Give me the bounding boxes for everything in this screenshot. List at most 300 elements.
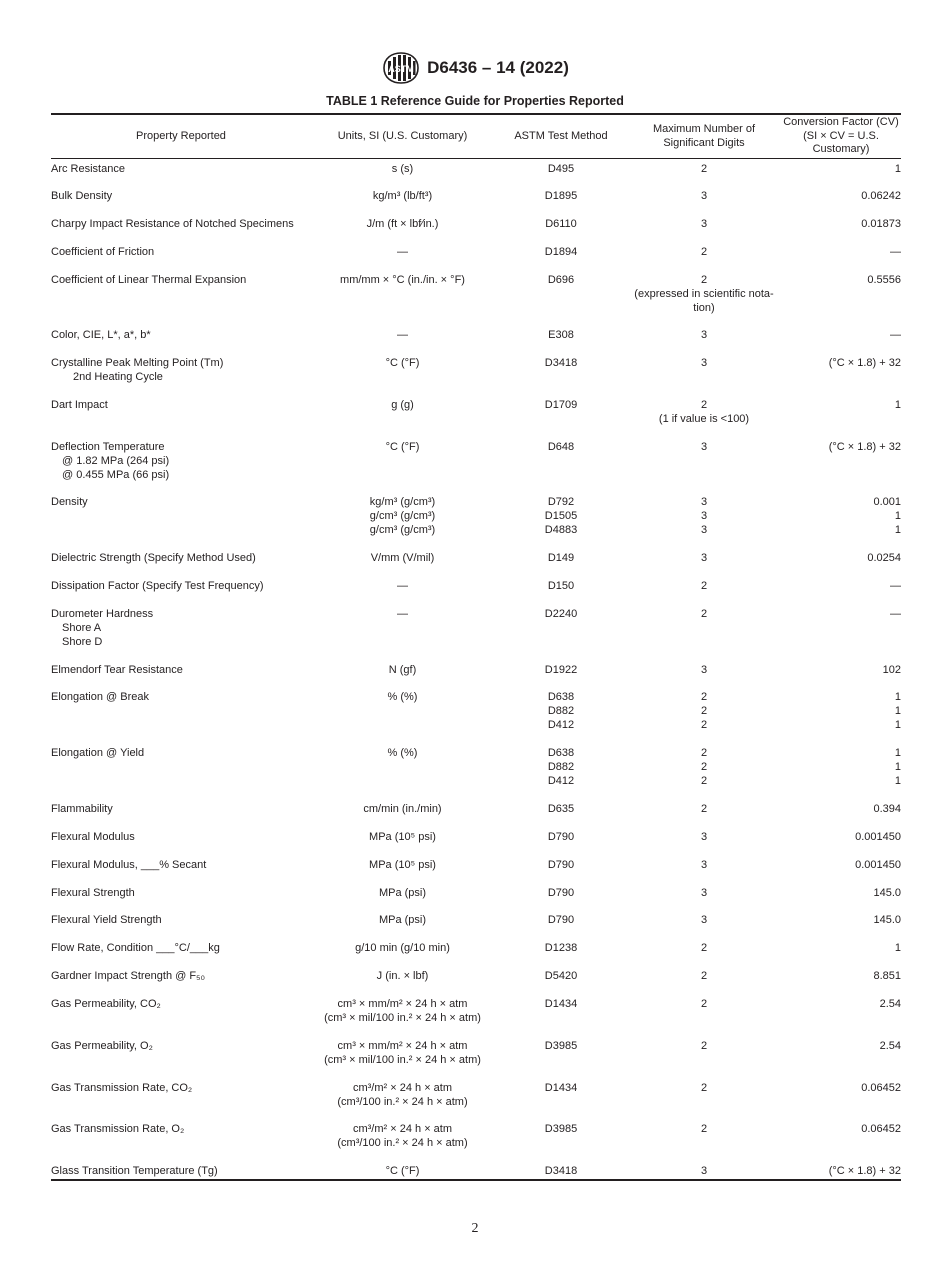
property-cell [51,217,331,231]
significant-digits-cell [624,913,784,927]
cell-line: 1 [894,510,901,522]
cell-line: cm³/m² × 24 h × atm [352,1082,453,1094]
test-method-cell [511,440,611,454]
significant-digits-cell [624,217,784,231]
column-header-test-method: ASTM Test Method [514,129,608,142]
units-cell [305,830,500,844]
significant-digits-cell [624,746,784,788]
cell-line: 2 [700,998,708,1010]
cell-line: D1895 [544,190,578,202]
cell-line: 2 [700,942,708,954]
property-cell [51,830,331,844]
test-method-cell [511,1122,611,1136]
cell-line: D3418 [544,357,578,369]
cell-line: @ 1.82 MPa (264 psi) [62,455,170,467]
cell-line: 2 [700,719,708,731]
units-cell [305,356,500,370]
significant-digits-cell [624,1039,784,1053]
test-method-cell [511,663,611,677]
significant-digits-cell [624,273,784,315]
test-method-cell [511,941,611,955]
cell-line: 2nd Heating Cycle [73,371,163,383]
cell-line: D638 [547,691,575,703]
cell-line: 3 [700,524,708,536]
units-cell [305,886,500,900]
test-method-cell [511,830,611,844]
cell-line: Gas Transmission Rate, O₂ [51,1123,185,1135]
test-method-cell [511,997,611,1011]
cell-line: 0.06452 [861,1123,901,1135]
cell-line: D495 [547,163,575,175]
cell-line: cm³/m² × 24 h × atm [352,1123,453,1135]
cell-line: Charpy Impact Resistance of Notched Specimens [51,218,294,230]
cell-line: — [890,608,901,620]
cell-line: mm/mm × °C (in./in. × °F) [340,274,465,286]
conversion-factor-cell [781,746,901,788]
test-method-cell [511,551,611,565]
conversion-factor-cell [781,551,901,565]
conversion-factor-cell [781,886,901,900]
significant-digits-cell [624,189,784,203]
cell-line: Arc Resistance [51,163,125,175]
cell-line: (1 if value is <100) [658,413,750,425]
cell-line: 0.01873 [861,218,901,230]
conversion-factor-cell [781,1122,901,1136]
cell-line: Elmendorf Tear Resistance [51,664,183,676]
cell-line: J (in. × lbf) [376,970,429,982]
property-cell [51,162,331,176]
cell-line: 2 [700,274,708,286]
cell-line: 2 [700,775,708,787]
property-cell [51,189,331,203]
cell-line: kg/m³ (lb/ft³) [372,190,433,202]
cell-line: Flexural Strength [51,887,135,899]
units-cell [305,328,500,342]
conversion-factor-cell [781,941,901,955]
cell-line: MPa (10⁵ psi) [369,831,436,843]
significant-digits-cell [624,607,784,621]
conversion-factor-cell [781,858,901,872]
units-cell [305,690,500,704]
cell-line: 2 [700,1082,708,1094]
cell-line: D5420 [544,970,578,982]
conversion-factor-cell [781,579,901,593]
cell-line: 3 [700,510,708,522]
cell-line: kg/m³ (g/cm³) [369,496,436,508]
cell-line: 0.001 [873,496,901,508]
significant-digits-cell [624,495,784,537]
document-id: D6436 – 14 (2022) [427,58,569,77]
conversion-factor-cell [781,913,901,927]
units-cell [305,398,500,412]
units-cell [305,913,500,927]
cell-line: D1434 [544,1082,578,1094]
column-header-significant-digits: Maximum Number of Significant Digits [652,123,756,149]
cell-line: 2.54 [879,1040,901,1052]
conversion-factor-cell [781,830,901,844]
cell-line: D882 [547,705,575,717]
significant-digits-cell [624,551,784,565]
cell-line: 3 [700,552,708,564]
cell-line: 1 [894,163,901,175]
conversion-factor-cell [781,440,901,454]
units-cell [305,551,500,565]
significant-digits-cell [624,579,784,593]
cell-line: (cm³/100 in.² × 24 h × atm) [337,1096,468,1108]
cell-line: Gardner Impact Strength @ F₅₀ [51,970,206,982]
cell-line: 0.001450 [855,859,901,871]
cell-line: Flexural Modulus, ___% Secant [51,859,207,871]
cell-line: J/m (ft × lbf⁄in.) [366,218,439,230]
units-cell [305,802,500,816]
units-cell [305,217,500,231]
cell-line: D150 [547,580,575,592]
property-cell [51,273,331,287]
significant-digits-cell [624,398,784,426]
cell-line: 3 [700,859,708,871]
units-cell [305,162,500,176]
cell-line: N (gf) [388,664,417,676]
cell-line: Dielectric Strength (Specify Method Used) [51,552,256,564]
cell-line: D4883 [544,524,578,536]
conversion-factor-cell [781,273,901,287]
cell-line: 1 [894,747,901,759]
significant-digits-cell [624,356,784,370]
cell-line: 2 [700,608,708,620]
conversion-factor-cell [781,189,901,203]
test-method-cell [511,245,611,259]
cell-line: D412 [547,775,575,787]
cell-line: °C (°F) [385,441,420,453]
property-cell [51,495,331,509]
cell-line: (°C × 1.8) + 32 [828,441,901,453]
units-cell [305,579,500,593]
test-method-cell [511,189,611,203]
cell-line: 3 [700,887,708,899]
cell-line: D790 [547,887,575,899]
cell-line: D1709 [544,399,578,411]
conversion-factor-cell [781,162,901,176]
units-cell [305,746,500,760]
cell-line: — [890,580,901,592]
significant-digits-cell [624,1122,784,1136]
property-cell [51,1081,331,1095]
cell-line: Deflection Temperature [51,441,165,453]
units-cell [305,1164,500,1178]
significant-digits-cell [624,245,784,259]
cell-line: MPa (psi) [378,914,427,926]
test-method-cell [511,690,611,732]
test-method-cell [511,1164,611,1178]
cell-line: Coefficient of Linear Thermal Expansion [51,274,247,286]
cell-line: 102 [882,664,901,676]
cell-line: 2 [700,691,708,703]
table-caption: TABLE 1 Reference Guide for Properties Reported [326,94,624,108]
cell-line: — [397,329,408,341]
cell-line: 1 [894,399,901,411]
cell-line: Elongation @ Break [51,691,150,703]
test-method-cell [511,398,611,412]
cell-line: D2240 [544,608,578,620]
cell-line: D696 [547,274,575,286]
cell-line: 1 [894,761,901,773]
cell-line: Glass Transition Temperature (Tg) [51,1165,218,1177]
units-cell [305,997,500,1025]
cell-line: Gas Permeability, O₂ [51,1040,153,1052]
significant-digits-cell [624,969,784,983]
cell-line: V/mm (V/mil) [370,552,435,564]
test-method-cell [511,356,611,370]
cell-line: 145.0 [873,887,901,899]
cell-line: D792 [547,496,575,508]
conversion-factor-cell [781,217,901,231]
cell-line: D149 [547,552,575,564]
cell-line: 3 [700,914,708,926]
conversion-factor-cell [781,1164,901,1178]
cell-line: D3985 [544,1123,578,1135]
cell-line: 1 [894,775,901,787]
cell-line: cm³ × mm/m² × 24 h × atm [337,998,468,1010]
cell-line: (expressed in scientific nota-tion) [634,288,774,314]
cell-line: D3418 [544,1165,578,1177]
cell-line: 3 [700,190,708,202]
conversion-factor-cell [781,328,901,342]
cell-line: 1 [894,705,901,717]
cell-line: D1894 [544,246,578,258]
cell-line: 1 [894,524,901,536]
cell-line: Density [51,496,88,508]
cell-line: 1 [894,719,901,731]
significant-digits-cell [624,440,784,454]
cell-line: Gas Permeability, CO₂ [51,998,161,1010]
cell-line: 2 [700,1040,708,1052]
cell-line: 2 [700,803,708,815]
units-cell [305,607,500,621]
cell-line: °C (°F) [385,357,420,369]
conversion-factor-cell [781,663,901,677]
cell-line: 3 [700,831,708,843]
cell-line: D638 [547,747,575,759]
cell-line: Durometer Hardness [51,608,154,620]
cell-line: MPa (10⁵ psi) [369,859,436,871]
conversion-factor-cell [781,969,901,983]
cell-line: — [397,608,408,620]
cell-line: Bulk Density [51,190,113,202]
cell-line: Flammability [51,803,113,815]
cell-line: 1 [894,942,901,954]
cell-line: D6110 [545,218,577,230]
property-cell [51,440,331,482]
property-cell [51,356,331,384]
cell-line: 3 [700,329,708,341]
cell-line: Coefficient of Friction [51,246,155,258]
column-header-conversion-factor: Conversion Factor (CV) (SI × CV = U.S. Customary) [783,116,899,156]
units-cell [305,273,500,287]
svg-text:ASTM: ASTM [388,64,414,74]
cell-line: Dissipation Factor (Specify Test Frequency) [51,580,264,592]
cell-line: D790 [547,859,575,871]
cell-line: 3 [700,218,708,230]
test-method-cell [511,858,611,872]
cell-line: (cm³ × mil/100 in.² × 24 h × atm) [324,1054,481,1066]
property-cell [51,328,331,342]
cell-line: D1922 [544,664,578,676]
cell-line: 2 [700,246,708,258]
units-cell [305,941,500,955]
cell-line: 2 [700,1123,708,1135]
significant-digits-cell [624,886,784,900]
significant-digits-cell [624,162,784,176]
significant-digits-cell [624,997,784,1011]
conversion-factor-cell [781,802,901,816]
cell-line: 2 [700,747,708,759]
units-cell [305,495,500,537]
test-method-cell [511,886,611,900]
cell-line: °C (°F) [385,1165,420,1177]
cell-line: Crystalline Peak Melting Point (Tm) [51,357,224,369]
significant-digits-cell [624,663,784,677]
cell-line: D412 [547,719,575,731]
conversion-factor-cell [781,607,901,621]
cell-line: Shore D [62,636,103,648]
cell-line: — [890,246,901,258]
conversion-factor-cell [781,495,901,537]
table-body [51,0,901,1272]
cell-line: 2.54 [879,998,901,1010]
property-cell [51,1122,331,1136]
cell-line: D790 [547,831,575,843]
cell-line: 3 [700,441,708,453]
cell-line: 0.001450 [855,831,901,843]
property-cell [51,663,331,677]
property-cell [51,858,331,872]
property-cell [51,746,331,760]
cell-line: 2 [700,163,708,175]
property-cell [51,997,331,1011]
test-method-cell [511,607,611,621]
test-method-cell [511,495,611,537]
conversion-factor-cell [781,1081,901,1095]
conversion-factor-cell [781,690,901,732]
cell-line: 145.0 [873,914,901,926]
conversion-factor-cell [781,1039,901,1053]
property-cell [51,398,331,412]
cell-line: Flexural Yield Strength [51,914,162,926]
property-cell [51,969,331,983]
cell-line: % (%) [387,691,418,703]
cell-line: D1238 [544,942,578,954]
significant-digits-cell [624,690,784,732]
cell-line: — [890,329,901,341]
cell-line: (cm³/100 in.² × 24 h × atm) [337,1137,468,1149]
cell-line: 0.06242 [861,190,901,202]
property-cell [51,913,331,927]
property-cell [51,245,331,259]
cell-line: (°C × 1.8) + 32 [828,357,901,369]
column-header-units: Units, SI (U.S. Customary) [337,129,468,142]
cell-line: g (g) [391,399,414,411]
cell-line: g/cm³ (g/cm³) [369,510,436,522]
test-method-cell [511,1081,611,1095]
significant-digits-cell [624,802,784,816]
cell-line: 0.06452 [861,1082,901,1094]
cell-line: D882 [547,761,575,773]
cell-line: — [397,246,408,258]
significant-digits-cell [624,941,784,955]
test-method-cell [511,162,611,176]
cell-line: Elongation @ Yield [51,747,145,759]
cell-line: D790 [547,914,575,926]
test-method-cell [511,802,611,816]
conversion-factor-cell [781,997,901,1011]
cell-line: cm/min (in./min) [363,803,442,815]
test-method-cell [511,1039,611,1053]
property-cell [51,607,331,649]
test-method-cell [511,746,611,788]
cell-line: 2 [700,761,708,773]
cell-line: 2 [700,705,708,717]
cell-line: Gas Transmission Rate, CO₂ [51,1082,193,1094]
cell-line: 3 [700,1165,708,1177]
cell-line: MPa (psi) [378,887,427,899]
significant-digits-cell [624,1081,784,1095]
cell-line: Color, CIE, L*, a*, b* [51,329,151,341]
cell-line: (cm³ × mil/100 in.² × 24 h × atm) [324,1012,481,1024]
test-method-cell [511,328,611,342]
cell-line: D3985 [544,1040,578,1052]
cell-line: D1505 [544,510,578,522]
property-cell [51,579,331,593]
cell-line: Dart Impact [51,399,108,411]
cell-line: 2 [700,970,708,982]
units-cell [305,245,500,259]
cell-line: 3 [700,664,708,676]
property-cell [51,886,331,900]
units-cell [305,969,500,983]
cell-line: s (s) [391,163,414,175]
cell-line: 2 [700,399,708,411]
cell-line: (°C × 1.8) + 32 [828,1165,901,1177]
cell-line: 3 [700,496,708,508]
test-method-cell [511,579,611,593]
cell-line: cm³ × mm/m² × 24 h × atm [337,1040,468,1052]
property-cell [51,802,331,816]
cell-line: 0.0254 [867,552,901,564]
cell-line: — [397,580,408,592]
cell-line: 8.851 [873,970,901,982]
units-cell [305,1039,500,1067]
significant-digits-cell [624,858,784,872]
units-cell [305,663,500,677]
cell-line: 1 [894,691,901,703]
table-bottom-rule [51,1179,901,1181]
cell-line: Flexural Modulus [51,831,135,843]
cell-line: Shore A [62,622,102,634]
cell-line: D648 [547,441,575,453]
cell-line: D1434 [544,998,578,1010]
column-header-property: Property Reported [136,129,226,142]
cell-line: Flow Rate, Condition ___°C/___kg [51,942,220,954]
cell-line: E308 [548,329,574,341]
cell-line: 0.5556 [867,274,901,286]
conversion-factor-cell [781,356,901,370]
test-method-cell [511,273,611,287]
cell-line: 0.394 [873,803,901,815]
cell-line: @ 0.455 MPa (66 psi) [62,469,170,481]
conversion-factor-cell [781,245,901,259]
cell-line: 2 [700,580,708,592]
cell-line: % (%) [387,747,418,759]
